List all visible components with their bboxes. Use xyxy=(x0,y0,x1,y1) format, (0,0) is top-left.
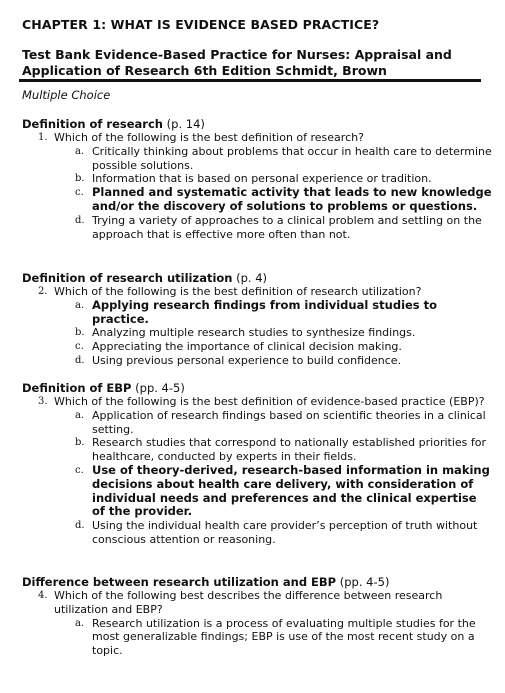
option-text: Using the individual health care provider’s perception of truth without conscious attention or reasoning. xyxy=(92,519,478,546)
section-heading-title: Definition of EBP xyxy=(22,381,132,395)
question-number: 1. xyxy=(38,132,48,143)
option-letter: a. xyxy=(75,617,85,629)
question-number: 4. xyxy=(38,590,48,601)
question-text: Which of the following is the best definition of evidence-based practice (EBP)? xyxy=(54,395,485,408)
question-section-3 xyxy=(22,381,492,547)
answer-option-d xyxy=(75,519,492,547)
question-number: 3. xyxy=(38,396,48,407)
answer-options xyxy=(75,409,492,547)
section-heading xyxy=(22,575,492,589)
section-heading xyxy=(22,381,492,395)
answer-option-d xyxy=(75,354,492,368)
option-text: Research studies that correspond to nationally established priorities for healthcare, conducted by experts in their fields. xyxy=(92,436,487,464)
question-section-2 xyxy=(22,271,492,368)
test-bank-title: Test Bank Evidence-Based Practice for Nurses: Appraisal and Application of Research 6th Edition Schmidt, Brown xyxy=(22,47,452,78)
option-text: Applying research findings from individual studies to practice. xyxy=(92,297,438,326)
answer-option-c xyxy=(75,340,492,354)
section-heading-title: Definition of research utilization xyxy=(22,271,233,285)
option-letter: a. xyxy=(75,145,85,157)
option-letter: c. xyxy=(75,341,84,353)
option-letter: b. xyxy=(75,173,85,185)
answer-option-a xyxy=(75,409,492,437)
section-heading xyxy=(22,271,492,285)
option-letter: a. xyxy=(75,409,85,421)
option-text: Information that is based on personal experience or tradition. xyxy=(92,172,432,186)
section-page-ref: (p. 14) xyxy=(163,117,205,131)
answer-option-b xyxy=(75,172,492,186)
section-heading-title: Difference between research utilization and EBP xyxy=(22,575,337,589)
answer-option-a xyxy=(75,145,492,173)
question-3 xyxy=(38,395,492,409)
section-heading-title: Definition of research xyxy=(22,117,163,131)
question-text: Which of the following best describes the difference between research utilization and EBP? xyxy=(54,589,443,616)
section-type-label: Multiple Choice xyxy=(22,88,111,102)
answer-option-a xyxy=(75,617,492,658)
question-section-1 xyxy=(22,117,492,241)
section-page-ref: (p. 4) xyxy=(232,271,268,285)
option-letter: a. xyxy=(75,299,85,311)
answer-option-a-correct xyxy=(75,299,492,327)
answer-option-c-correct xyxy=(75,464,492,519)
section-page-ref: (pp. 4-5) xyxy=(131,381,185,395)
option-letter: b. xyxy=(75,327,85,339)
question-2 xyxy=(38,285,492,299)
option-letter: b. xyxy=(75,437,85,449)
question-1 xyxy=(38,131,492,145)
title-divider xyxy=(19,79,481,82)
answer-option-d xyxy=(75,214,492,242)
question-number: 2. xyxy=(38,286,48,297)
option-letter: c. xyxy=(75,464,84,476)
answer-options xyxy=(75,617,492,658)
option-text: Planned and systematic activity that leads to new knowledge and/or the discovery of solutions to problems or questions. xyxy=(92,185,492,213)
option-letter: d. xyxy=(75,354,85,366)
answer-options xyxy=(75,145,492,242)
option-letter: c. xyxy=(75,187,84,199)
option-text: Trying a variety of approaches to a clinical problem and settling on the approach that is effective more often than not. xyxy=(92,213,482,241)
answer-option-b xyxy=(75,436,492,464)
option-text: Research utilization is a process of evaluating multiple studies for the most generalizable findings; EBP is use of the most recent study on a topic. xyxy=(92,616,476,658)
question-4 xyxy=(38,589,492,617)
question-text: Which of the following is the best definition of research? xyxy=(54,131,364,144)
option-letter: d. xyxy=(75,214,85,226)
answer-option-b xyxy=(75,326,492,340)
section-page-ref: (pp. 4-5) xyxy=(336,575,390,589)
question-text: Which of the following is the best definition of research utilization? xyxy=(54,285,422,298)
question-section-4 xyxy=(22,575,492,658)
option-text: Use of theory-derived, research-based information in making decisions about health care delivery, with consideration of individual needs and preferences and the clinical expertise of the provider. xyxy=(92,462,490,519)
option-text: Analyzing multiple research studies to synthesize findings. xyxy=(92,326,416,340)
section-heading xyxy=(22,117,492,131)
answer-options xyxy=(75,299,492,368)
option-text: Using previous personal experience to build confidence. xyxy=(92,353,402,367)
option-text: Application of research findings based on scientific theories in a clinical setting. xyxy=(92,408,486,436)
option-text: Appreciating the importance of clinical decision making. xyxy=(92,340,402,354)
option-letter: d. xyxy=(75,520,85,532)
answer-option-c-correct xyxy=(75,186,492,214)
chapter-title: CHAPTER 1: WHAT IS EVIDENCE BASED PRACTICE? xyxy=(22,17,380,32)
option-text: Critically thinking about problems that occur in health care to determine possible solutions. xyxy=(92,144,492,172)
